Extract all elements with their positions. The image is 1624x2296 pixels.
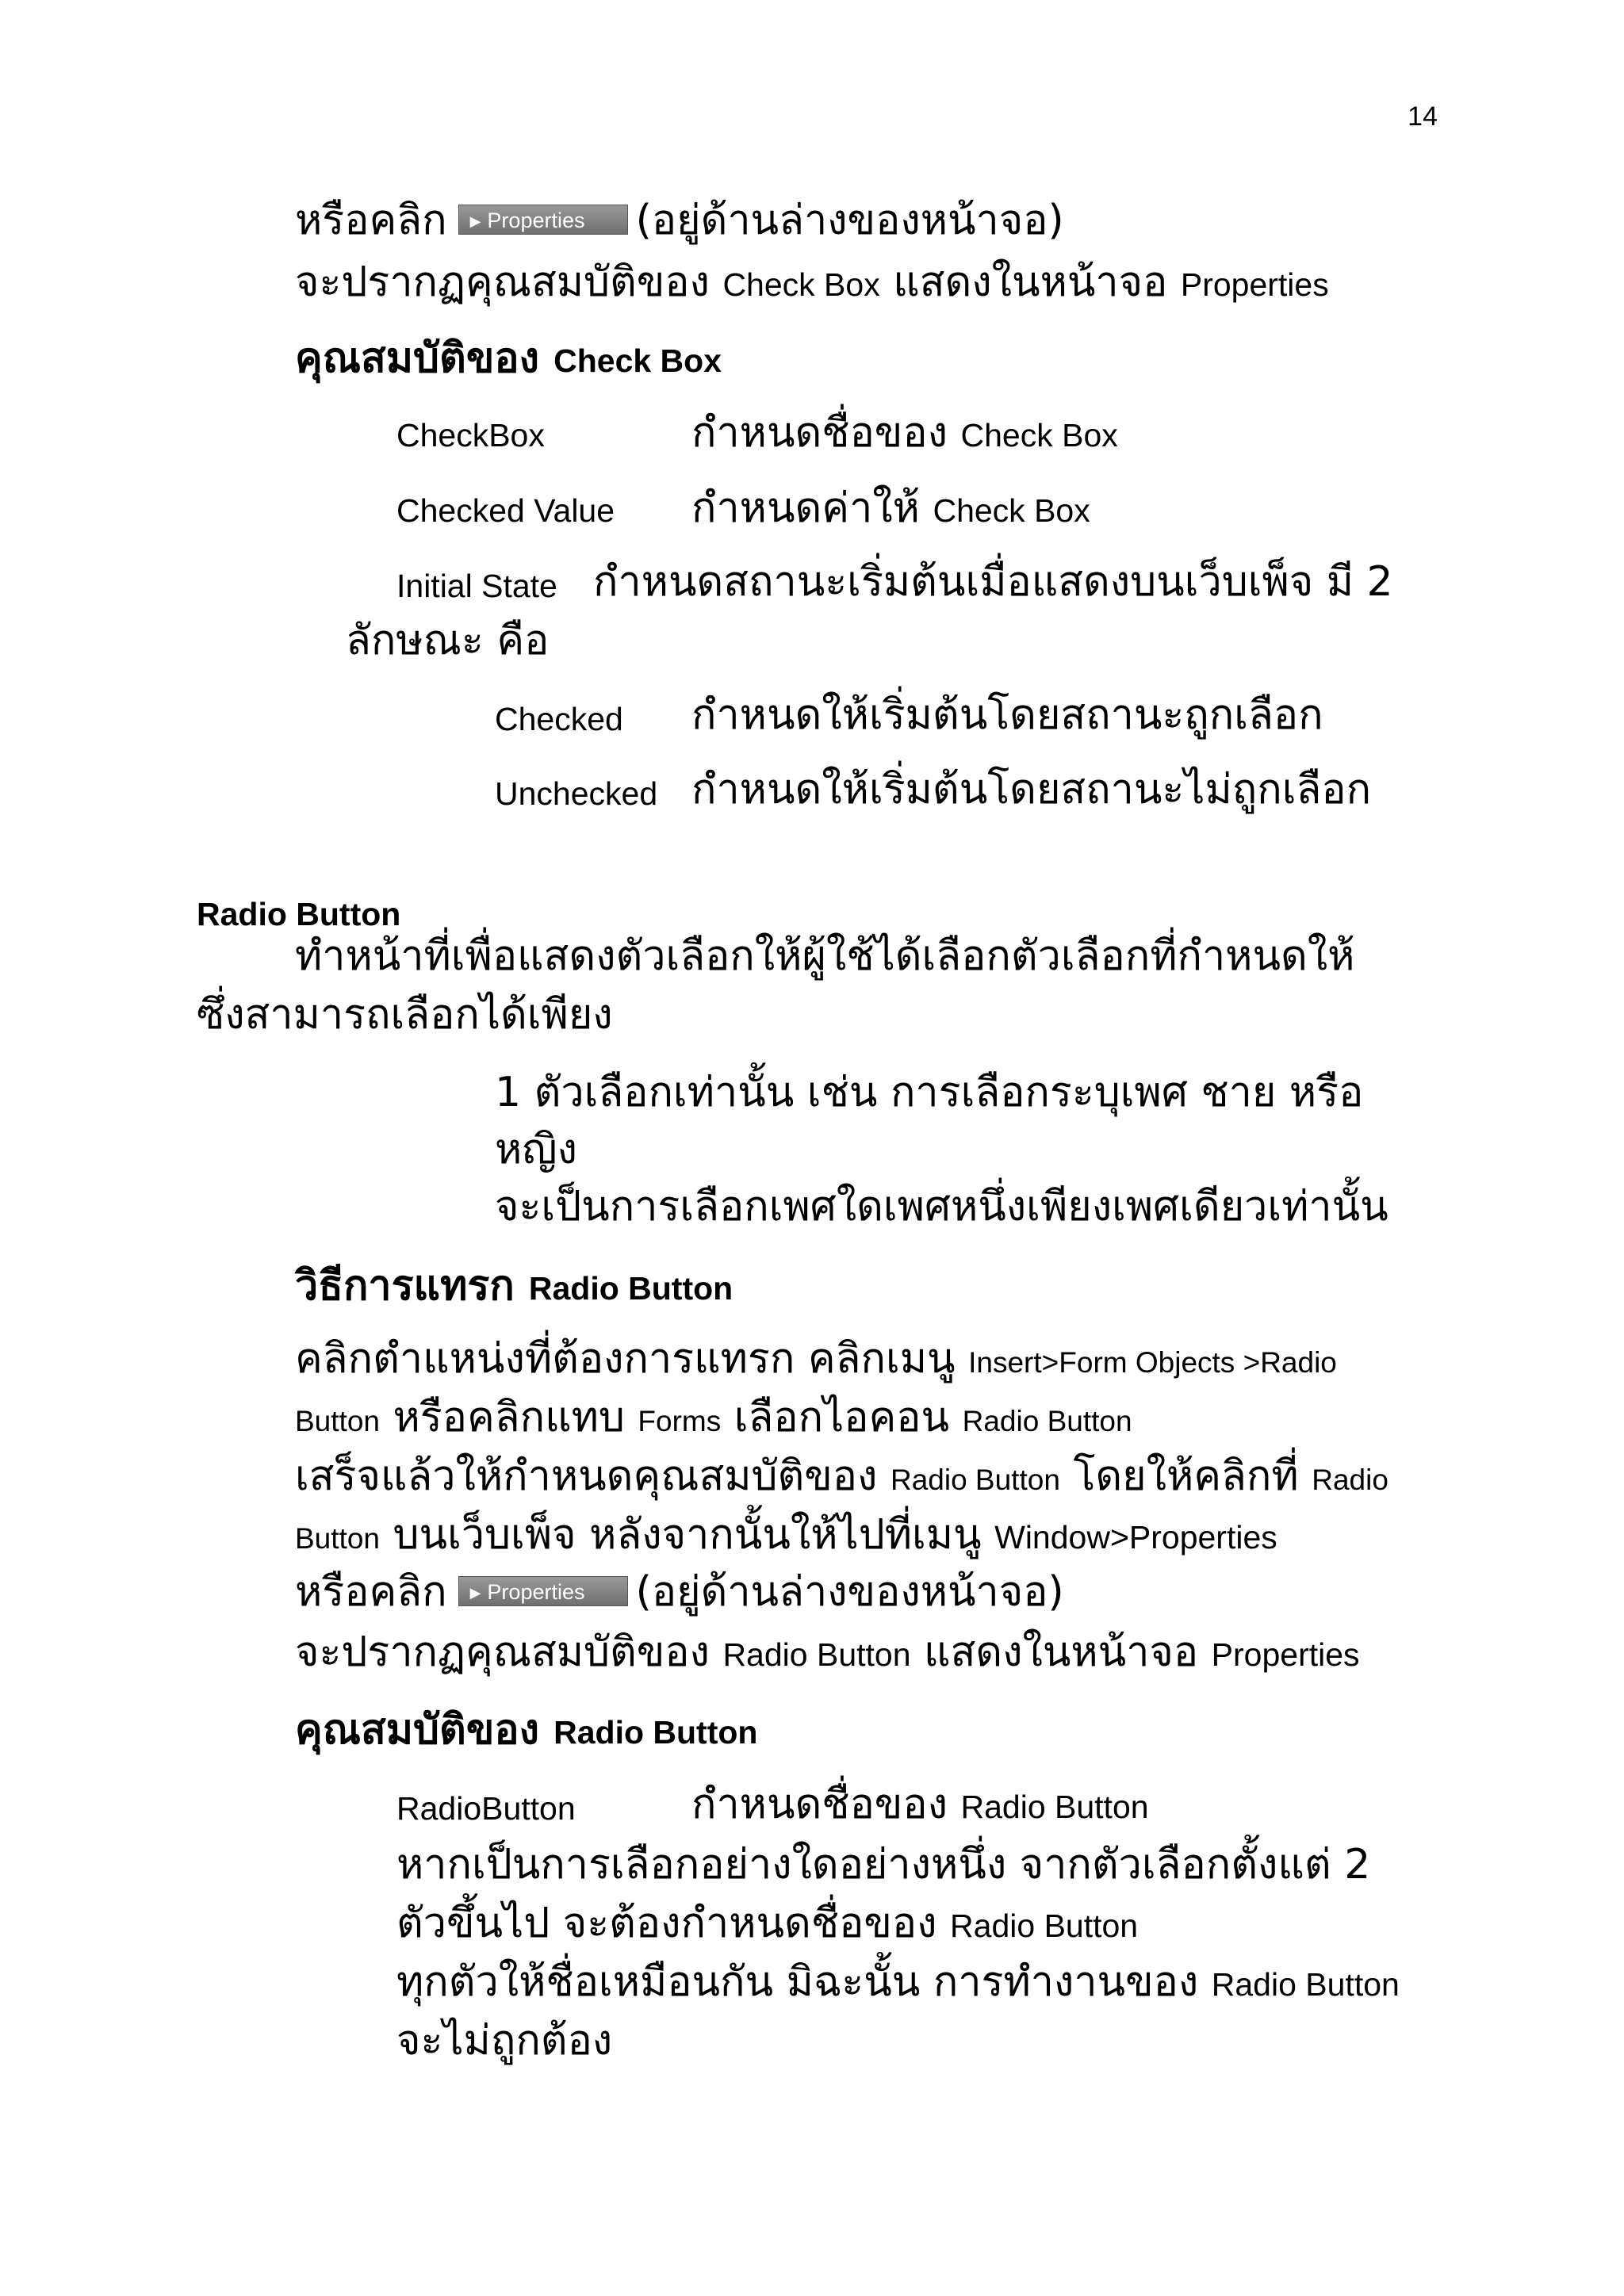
prop-desc-checked-value <box>691 484 1090 532</box>
insert-menu-path: Window>Properties <box>994 1519 1277 1556</box>
radio-click-properties-line <box>295 1568 1064 1616</box>
heading-th: คุณสมบัติของ <box>295 335 539 382</box>
heading-en: Radio Button <box>528 1270 733 1307</box>
prop-name-checked-value: Checked Value <box>396 492 615 529</box>
checkbox-click-properties-line <box>295 197 1064 244</box>
prop-desc-th: กำหนดชื่อของ <box>691 409 948 457</box>
appear-text-a: จะปรากฏคุณสมบัติของ <box>295 258 710 306</box>
prop-desc-en: Radio Button <box>960 1789 1149 1825</box>
prop-desc-checkbox <box>691 409 1118 457</box>
insert-text: Radio Button <box>890 1464 1060 1496</box>
appear-text-a: จะปรากฏคุณสมบัติของ <box>295 1628 710 1676</box>
checkbox-properties-heading <box>295 335 722 382</box>
prop-desc-initial-state: กำหนดสถานะเริ่มต้นเมื่อแสดงบนเว็บเพ็จ มี 2 <box>593 558 1393 606</box>
radio-note-line-1: หากเป็นการเลือกอย่างใดอย่างหนึ่ง จากตัวเลือกตั้งแต่ 2 <box>396 1841 1371 1888</box>
insert-text: เลือกไอคอน <box>733 1394 950 1441</box>
radio-appear-line <box>295 1628 1360 1676</box>
radio-note-line-3 <box>396 1958 1400 2006</box>
heading-th: วิธีการแทรก <box>295 1262 515 1310</box>
insert-text: โดยให้คลิกที่ <box>1073 1452 1299 1500</box>
insert-text: Button <box>295 1522 380 1555</box>
radio-insert-line-3 <box>295 1452 1388 1500</box>
appear-text-d: Properties <box>1180 266 1329 303</box>
insert-text: เสร็จแล้วให้กำหนดคุณสมบัติของ <box>295 1452 878 1500</box>
radio-intro-line-4: หญิง <box>495 1126 577 1173</box>
page-number: 14 <box>1408 101 1438 132</box>
click-suffix-text: (อยู่ด้านล่างของหน้าจอ) <box>635 1568 1064 1616</box>
radio-intro-line-1: ทำหน้าที่เพื่อแสดงตัวเลือกให้ผู้ใช้ได้เลือกตัวเลือกที่กำหนดให้ <box>295 932 1355 980</box>
note-text: ตัวขึ้นไป จะต้องกำหนดชื่อของ <box>396 1900 937 1947</box>
prop-desc-initial-state-cont: ลักษณะ คือ <box>346 617 550 664</box>
radio-insert-line-2 <box>295 1394 1132 1441</box>
properties-button-label: Properties <box>487 209 585 232</box>
checkbox-appear-line <box>295 258 1329 306</box>
properties-button-label: Properties <box>487 1580 585 1604</box>
insert-text: Radio <box>1312 1464 1388 1496</box>
radio-properties-heading <box>295 1706 758 1754</box>
prop-desc-en: Check Box <box>933 492 1090 529</box>
radio-insert-line-4 <box>295 1511 1277 1559</box>
insert-text: Button <box>295 1405 380 1437</box>
insert-menu-path: Insert>Form Objects >Radio <box>968 1346 1337 1379</box>
prop-name-initial-state: Initial State <box>396 568 557 604</box>
appear-text-c: แสดงในหน้าจอ <box>924 1628 1199 1676</box>
insert-text: หรือคลิกแทบ <box>393 1394 625 1441</box>
radio-intro-line-2: ซึ่งสามารถเลือกได้เพียง <box>197 991 613 1039</box>
appear-text-b: Radio Button <box>722 1636 911 1673</box>
radio-section-title: Radio Button <box>197 896 401 932</box>
state-name-checked: Checked <box>495 701 623 737</box>
radio-intro-line-5: จะเป็นการเลือกเพศใดเพศหนึ่งเพียงเพศเดียวเท่านั้น <box>495 1183 1388 1230</box>
prop-name-radiobutton: RadioButton <box>396 1790 576 1827</box>
state-desc-unchecked: กำหนดให้เริ่มต้นโดยสถานะไม่ถูกเลือก <box>691 766 1372 813</box>
note-text: Radio Button <box>1211 1966 1400 2003</box>
appear-text-c: แสดงในหน้าจอ <box>893 258 1168 306</box>
radio-insert-heading <box>295 1262 733 1310</box>
state-desc-checked: กำหนดให้เริ่มต้นโดยสถานะถูกเลือก <box>691 691 1323 739</box>
appear-text-b: Check Box <box>722 266 880 303</box>
insert-icon-name: Radio Button <box>962 1405 1132 1437</box>
note-text: Radio Button <box>950 1908 1139 1944</box>
radio-note-line-4: จะไม่ถูกต้อง <box>396 2017 613 2064</box>
triangle-right-icon: ▶ <box>469 1585 481 1601</box>
prop-desc-radiobutton <box>691 1781 1149 1828</box>
heading-en: Radio Button <box>553 1714 758 1751</box>
click-suffix-text: (อยู่ด้านล่างของหน้าจอ) <box>635 197 1064 244</box>
appear-text-d: Properties <box>1211 1636 1360 1673</box>
prop-desc-th: กำหนดชื่อของ <box>691 1781 948 1828</box>
heading-th: คุณสมบัติของ <box>295 1706 539 1754</box>
triangle-right-icon: ▶ <box>469 213 481 229</box>
state-name-unchecked: Unchecked <box>495 775 658 812</box>
insert-text: บนเว็บเพ็จ หลังจากนั้นให้ไปที่เมนู <box>393 1511 982 1559</box>
insert-tab-name: Forms <box>638 1405 722 1437</box>
properties-button[interactable] <box>458 1576 628 1606</box>
heading-en: Check Box <box>553 342 722 379</box>
click-prefix-text: หรือคลิก <box>295 197 447 244</box>
click-prefix-text: หรือคลิก <box>295 1568 447 1616</box>
properties-button[interactable] <box>458 205 628 235</box>
insert-text: คลิกตำแหน่งที่ต้องการแทรก คลิกเมนู <box>295 1335 956 1383</box>
radio-note-line-2 <box>396 1900 1139 1947</box>
prop-desc-th: กำหนดค่าให้ <box>691 484 920 532</box>
radio-insert-line-1 <box>295 1335 1337 1383</box>
radio-intro-line-3: 1 ตัวเลือกเท่านั้น เช่น การเลือกระบุเพศ ชาย หรือ <box>495 1069 1364 1116</box>
prop-name-checkbox: CheckBox <box>396 417 545 453</box>
prop-desc-en: Check Box <box>960 417 1118 453</box>
note-text: ทุกตัวให้ชื่อเหมือนกัน มิฉะนั้น การทำงานของ <box>396 1958 1199 2006</box>
